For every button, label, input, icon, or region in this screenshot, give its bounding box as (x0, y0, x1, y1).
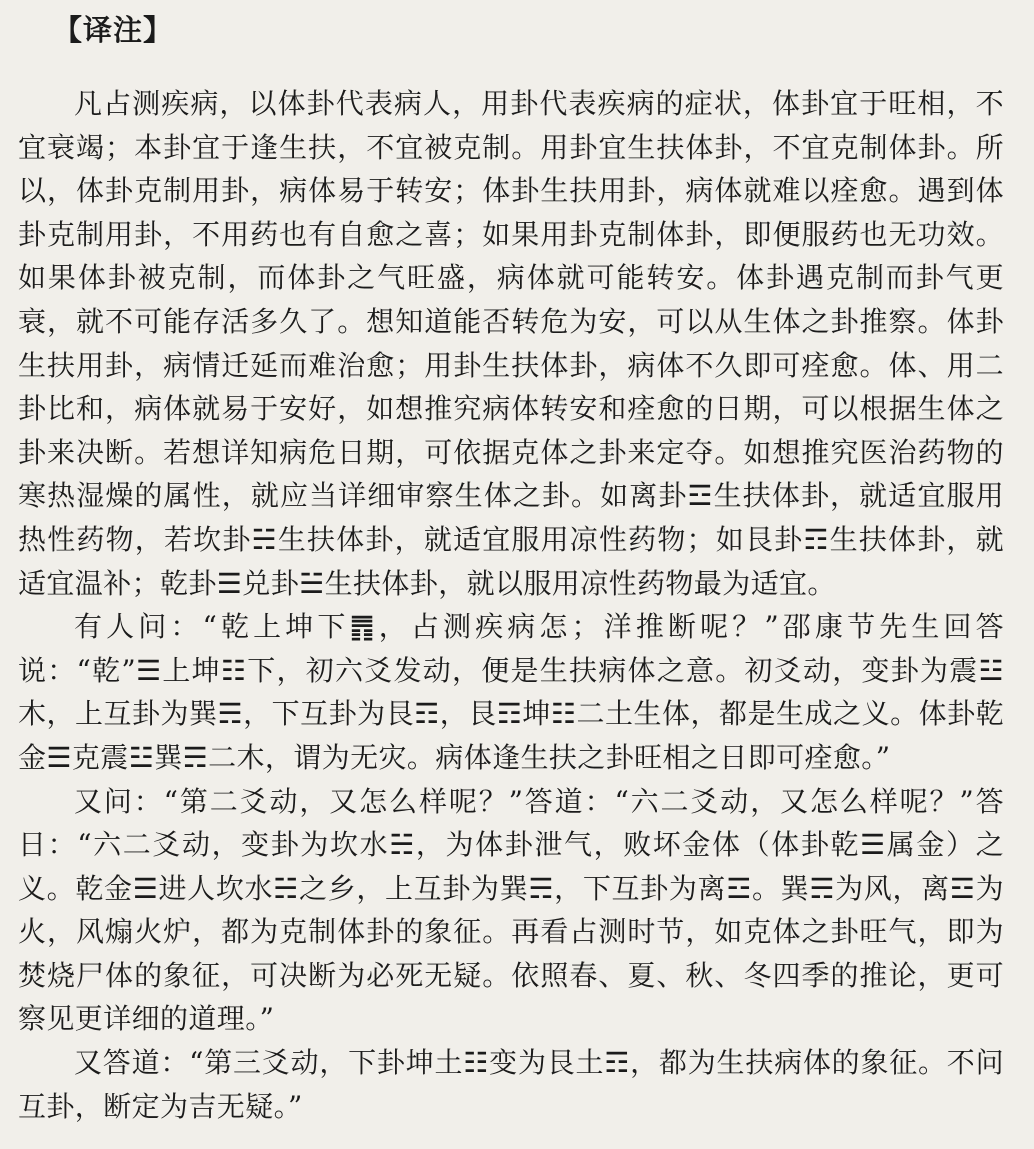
section-heading: 【译注】 (53, 13, 174, 47)
paragraph-2: 有人问：“乾上坤下䷋，占测疾病怎；洋推断呢？”邵康节先生回答说：“乾”☰上坤☷下，初六爻发动，便是生扶病体之意。初爻动，变卦为震☳木，上互卦为巽☴，下互卦为艮☶，艮☶坤☷二土生体，都是生成之义。体卦乾金☰克震☳巽☴二木，谓为无灾。病体逢生扶之卦旺相之日即可痊愈。” (18, 610, 1004, 774)
body-text (18, 82, 1004, 1128)
paragraph-4: 又答道：“第三爻动，下卦坤土☷变为艮土☶，都为生扶病体的象征。不问互卦，断定为吉无疑。” (18, 1046, 1004, 1123)
paragraph-3: 又问：“第二爻动，又怎么样呢？”答道：“六二爻动，又怎么样呢？”答日：“六二爻动，变卦为坎水☵，为体卦泄气，败坏金体（体卦乾☰属金）之义。乾金☰进人坎水☵之乡，上互卦为巽☴，下互卦为离☲。巽☴为风，离☲为火，风煽火炉，都为克制体卦的象征。再看占测时节，如克体之卦旺气，即为焚烧尸体的象征，可决断为必死无疑。依照春、夏、秋、冬四季的推论，更可察见更详细的道理。” (18, 784, 1004, 1036)
paragraph-1: 凡占测疾病，以体卦代表病人，用卦代表疾病的症状，体卦宜于旺相，不宜衰竭；本卦宜于逢生扶，不宜被克制。用卦宜生扶体卦，不宜克制体卦。所以，体卦克制用卦，病体易于转安；体卦生扶用卦，病体就难以痊愈。遇到体卦克制用卦，不用药也有自愈之喜；如果用卦克制体卦，即便服药也无功效。如果体卦被克制，而体卦之气旺盛，病体就可能转安。体卦遇克制而卦气更衰，就不可能存活多久了。想知道能否转危为安，可以从生体之卦推察。体卦生扶用卦，病情迁延而难治愈；用卦生扶体卦，病体不久即可痊愈。体、用二卦比和，病体就易于安好，如想推究病体转安和痊愈的日期，可以根据生体之卦来决断。若想详知病危日期，可依据克体之卦来定夺。如想推究医治药物的寒热湿燥的属性，就应当详细审察生体之卦。如离卦☲生扶体卦，就适宜服用热性药物，若坎卦☵生扶体卦，就适宜服用凉性药物；如艮卦☶生扶体卦，就适宜温补；乾卦☰兑卦☱生扶体卦，就以服用凉性药物最为适宜。 (18, 87, 1004, 600)
